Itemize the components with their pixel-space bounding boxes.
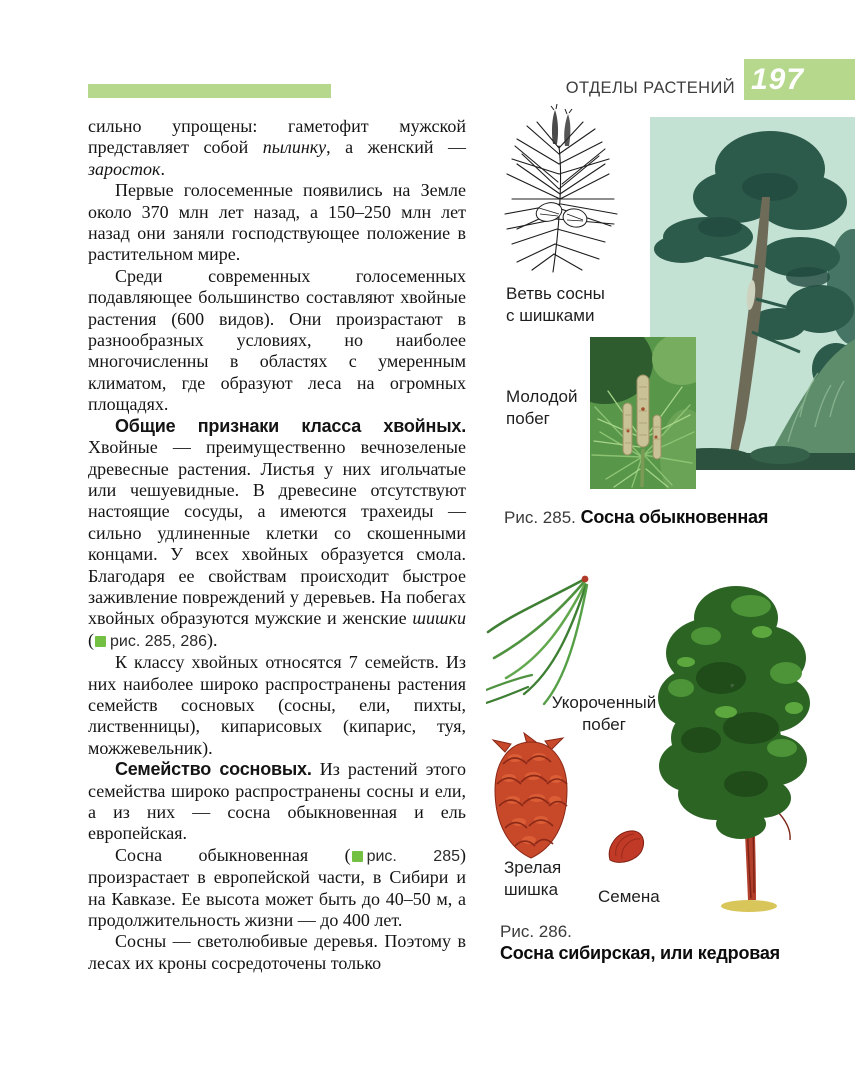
young-shoot-photo [590, 337, 696, 489]
text-segment: Среди современных голосеменных подавляющее большинство составляют хвойные растения (600 видов). Они произрастают в разнообразных условиях, но наиболее многочисленны в областях с умеренным климатом, где образуют леса на огромных площадях. [88, 265, 466, 415]
inline-heading: Общие признаки класса хвойных. [115, 415, 466, 436]
text-segment: ) произрастает в европейской части, в Сибири и на Кавказе. Ее высота может быть до 40–50 м, а продолжительность жизни — до 400 лет. [88, 844, 467, 931]
figure-286-caption-prefix: Рис. 286. [500, 922, 572, 941]
text-segment: Первые голосеменные появились на Земле около 370 млн лет назад, а 150–250 млн лет назад они заняли господствующее положение в растительном мире. [88, 180, 466, 265]
text-segment: заросток [88, 158, 161, 179]
text-segment: . [160, 158, 165, 179]
figure-285-caption-title: Сосна обыкновенная [580, 507, 769, 527]
text-segment: сильно упрощены: гаметофит мужской представляет собой [88, 116, 466, 158]
text-segment: пылинку [262, 137, 327, 158]
text-segment: Хвойные — преимущественно вечнозеленые древесные растения. Листья у них игольчатые или чешуевидные. В древесине отсутствуют настоящие сосуды, а имеются трахеиды — сильно удлиненные клетки со скошенными концами. У всех хвойных образуется смола. Благодаря ее свойствам происходит быстрое заживление повреждений у деревьев. На побегах хвойных образуются мужские и женские [88, 437, 466, 629]
paragraph [88, 180, 466, 266]
siberian-pine-drawing [656, 578, 812, 916]
pine-branch-sketch [487, 104, 633, 276]
figure-ref-square-icon [352, 851, 363, 862]
figure-reference: рис. 285 [351, 848, 460, 865]
figure-286-caption-title: Сосна сибирская, или кедровая [500, 943, 780, 964]
text-segment: Сосны — светолюбивые деревья. Поэтому в лесах их кроны сосредоточены только [88, 931, 466, 973]
running-head: ОТДЕЛЫ РАСТЕНИЙ [565, 79, 735, 97]
figure-285-caption-prefix: Рис. 285. [504, 508, 576, 527]
figure-ref-square-icon [95, 636, 106, 647]
label-short-shoot: Укороченный побег [551, 693, 657, 735]
label-branch: Ветвь сосны с шишками [506, 284, 605, 326]
label-seeds: Семена [598, 887, 660, 906]
paragraph [88, 266, 466, 416]
text-segment: ). [207, 629, 218, 650]
text-segment: ( [88, 629, 94, 650]
seed-drawing [604, 826, 648, 868]
paragraph [88, 652, 466, 759]
paragraph [88, 759, 466, 845]
page-number-badge [744, 59, 855, 100]
text-segment: К классу хвойных относятся 7 семейств. Из них наиболее широко распространены растения семейств сосновых (сосны, ели, пихты, лиственницы), кипарисовых (кипарис, туя, можжевельник). [88, 652, 466, 758]
mature-cone-drawing [487, 732, 575, 864]
label-young-shoot: Молодой побег [506, 387, 578, 429]
figure-286-caption [500, 921, 850, 965]
text-segment: Из растений этого семейства широко распространены сосны и ели, а из них — сосна обыкновенная и ель европейская. [88, 759, 466, 844]
paragraph [88, 845, 466, 932]
paragraph [88, 116, 466, 180]
body-text-column [88, 116, 466, 974]
paragraph [88, 416, 466, 652]
figure-reference: рис. 285, 286 [94, 633, 207, 650]
page-number: 197 [751, 62, 805, 96]
header-accent-bar [88, 84, 331, 98]
paragraph [88, 931, 466, 974]
text-segment: , а женский — [326, 137, 466, 158]
label-mature-cone: Зрелая шишка [504, 858, 562, 900]
figure-285-caption [504, 506, 844, 529]
text-segment: шишки [412, 608, 466, 629]
inline-heading: Семейство сосновых. [115, 759, 312, 780]
text-segment: Сосна обыкновенная ( [115, 844, 351, 865]
